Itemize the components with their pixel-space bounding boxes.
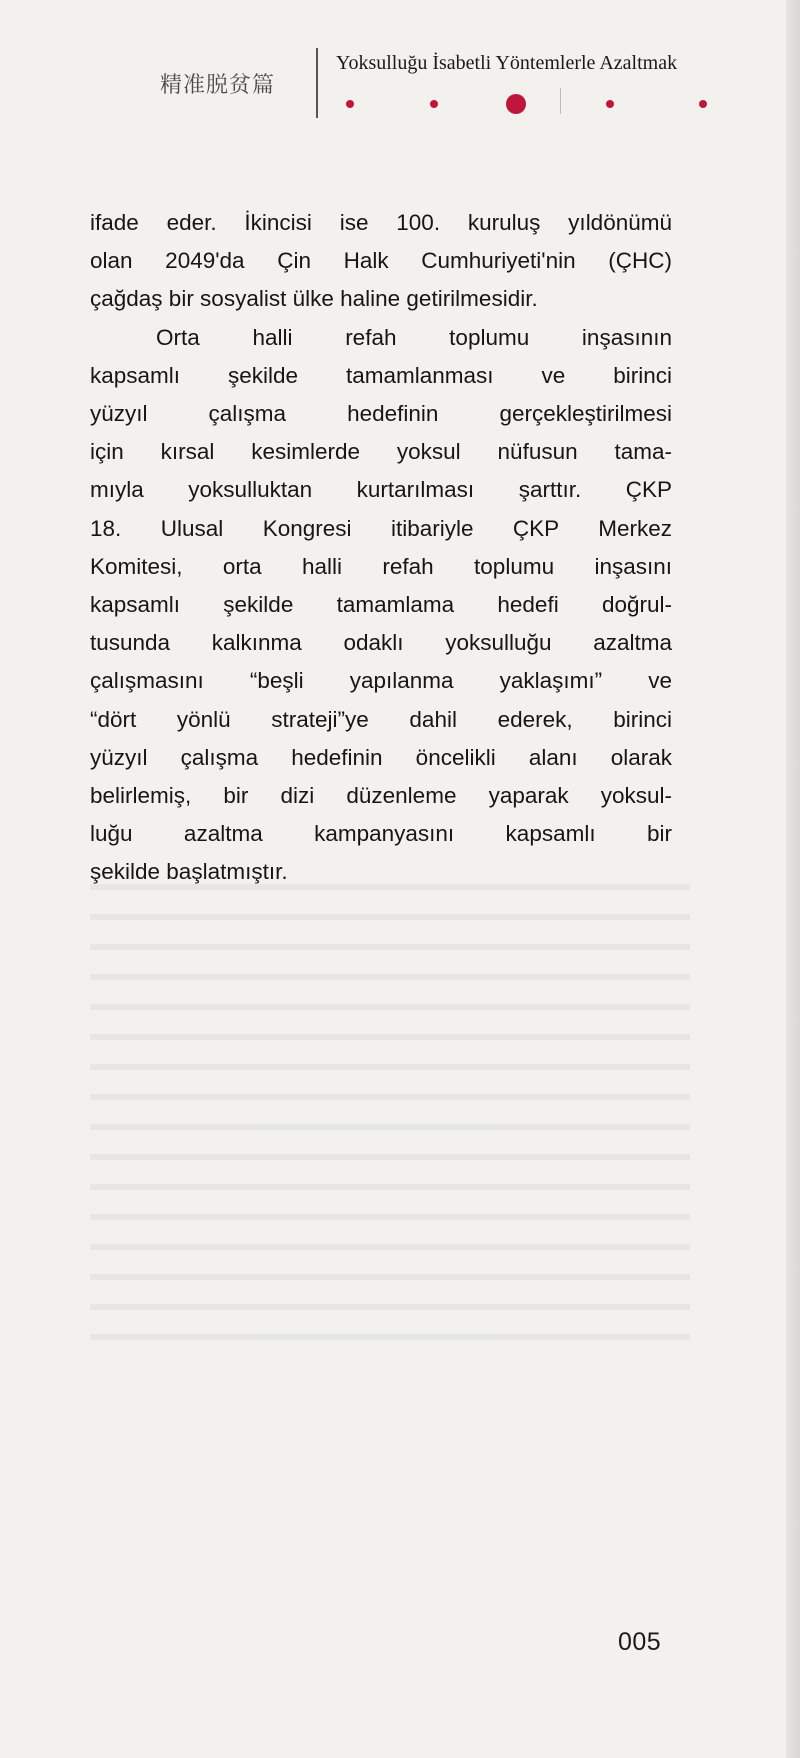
- page-edge: [786, 0, 800, 1758]
- text-line: tusunda kalkınma odaklı yoksulluğu azaltma: [90, 630, 672, 656]
- text-line: için kırsal kesimlerde yoksul nüfusun tama-: [90, 439, 672, 465]
- dot-icon: [346, 100, 354, 108]
- page-number: 005: [618, 1628, 662, 1656]
- body-text: [90, 204, 672, 892]
- show-through-texture: [90, 860, 690, 1360]
- text-line: “dört yönlü strateji”ye dahil ederek, birinci: [90, 706, 672, 732]
- text-line: Komitesi, orta halli refah toplumu inşasını: [90, 553, 672, 579]
- divider-tick: [560, 88, 561, 114]
- text-line: olan 2049'da Çin Halk Cumhuriyeti'nin (ÇHC): [90, 248, 672, 274]
- chapter-title: 精准脱贫篇: [160, 73, 276, 98]
- text-line: kapsamlı şekilde tamamlanması ve birinci: [90, 362, 672, 388]
- text-line: şekilde başlatmıştır.: [90, 859, 288, 885]
- text-line: yüzyıl çalışma hedefinin gerçekleştirilmesi: [90, 401, 672, 427]
- text-line: belirlemiş, bir dizi düzenleme yaparak yoksul-: [90, 783, 672, 809]
- dot-icon: [506, 94, 526, 114]
- book-title: Yoksulluğu İsabetli Yöntemlerle Azaltmak: [336, 52, 678, 74]
- text-line: yüzyıl çalışma hedefinin öncelikli alanı olarak: [90, 744, 672, 770]
- text-line: Orta halli refah toplumu inşasının: [156, 324, 672, 350]
- dot-icon: [606, 100, 614, 108]
- dot-icon: [430, 100, 438, 108]
- text-line: ifade eder. İkincisi ise 100. kuruluş yıldönümü: [90, 210, 672, 235]
- text-line: mıyla yoksulluktan kurtarılması şarttır. ÇKP: [90, 477, 672, 503]
- text-line: 18. Ulusal Kongresi itibariyle ÇKP Merkez: [90, 515, 672, 541]
- running-header: [0, 0, 800, 130]
- text-line: çalışmasını “beşli yapılanma yaklaşımı” ve: [90, 668, 672, 694]
- decorative-dots: [336, 86, 716, 116]
- text-line: kapsamlı şekilde tamamlama hedefi doğrul-: [90, 592, 672, 618]
- header-divider: [316, 48, 318, 118]
- dot-icon: [699, 100, 707, 108]
- text-line: çağdaş bir sosyalist ülke haline getirilmesidir.: [90, 286, 538, 312]
- text-line: luğu azaltma kampanyasını kapsamlı bir: [90, 821, 672, 847]
